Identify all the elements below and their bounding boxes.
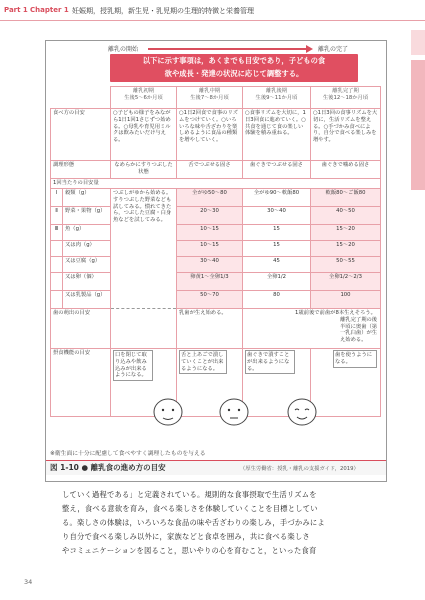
egg-middle: 卵黄1～全卵1/3 xyxy=(177,273,243,291)
teeth-late-complete xyxy=(243,309,381,349)
running-title: 妊娠期，授乳期，新生児・乳児期の生理的特徴と栄養管理 xyxy=(72,7,254,15)
figure-footnote: ※衛生面に十分に配慮して食べやすく調理したものを与える xyxy=(50,451,206,457)
item-num-2: Ⅱ xyxy=(51,207,63,225)
meat-late: 15 xyxy=(243,241,311,257)
meat-complete: 15～20 xyxy=(311,241,381,257)
item-num-1: Ⅰ xyxy=(51,189,63,207)
eating-late: ○食事リズムを大切に，1日3回食に進めていく。○共食を通じて食の楽しい体験を積み重ねる。 xyxy=(243,109,311,161)
item-grain: 穀類（g） xyxy=(63,189,111,207)
veg-complete: 40～50 xyxy=(311,207,381,225)
note-line-1: 以下に示す事項は，あくまでも目安であり，子どもの食 xyxy=(142,56,326,65)
eating-middle: ○1日2回食で食事のリズムをつけていく。○いろいろな味や舌ざわりを楽しめるように食品の種類を増やしていく。 xyxy=(177,109,243,161)
form-initial: なめらかにすりつぶした状態 xyxy=(111,161,177,179)
tofu-late: 45 xyxy=(243,257,311,273)
item-egg: 又は卵（個） xyxy=(63,273,111,291)
row-label-eating: 食べ方の目安 xyxy=(51,109,111,161)
form-complete: 歯ぐきで噛める固さ xyxy=(311,161,381,179)
guideline-note xyxy=(110,54,358,82)
grain-complete: 軟飯80～ご飯80 xyxy=(311,189,381,207)
item-dairy: 又は乳製品（g） xyxy=(63,291,111,309)
body-line-3: る。楽しさの体験は，いろいろな食品の味や舌ざわりの楽しみ，手づかみによ xyxy=(62,518,325,527)
veg-late: 30～40 xyxy=(243,207,311,225)
eating-complete: ○1日3回の食事リズムを大切に，生活リズムを整える。○手づかみ食べにより，自分で食べる楽しみを増やす。 xyxy=(311,109,381,161)
item-num-3: Ⅲ xyxy=(51,225,63,241)
function-complete xyxy=(311,349,381,417)
chapter-label: Chapter 1 xyxy=(30,6,69,14)
fish-middle: 10～15 xyxy=(177,225,243,241)
figure-caption: 図 1-10 ● 離乳食の進め方の目安 xyxy=(50,463,166,472)
body-line-1: していく過程である」と定義されている。規則的な食事摂取で生活リズムを xyxy=(62,490,317,499)
item-meat: 又は肉（g） xyxy=(63,241,111,257)
item-fish: 魚（g） xyxy=(63,225,111,241)
side-tab xyxy=(411,60,425,190)
function-complete-text: 歯を使うようになる。 xyxy=(333,350,377,368)
body-line-4: り自分で食べる楽しみ以外に，家族などと食卓を囲み，共に食べる楽しさ xyxy=(62,532,310,541)
stage-late: 離乳後期 生後9～11か月頃 xyxy=(243,87,311,109)
weaning-start-label: 離乳の開始 xyxy=(108,46,139,53)
function-middle-text: 舌と上あごで潰していくことが出来るようになる。 xyxy=(179,350,227,374)
header-rule xyxy=(0,20,425,21)
item-vegetable: 野菜・果物（g） xyxy=(63,207,111,225)
fish-complete: 15～20 xyxy=(311,225,381,241)
egg-complete: 全卵1/2～2/3 xyxy=(311,273,381,291)
item-num-5 xyxy=(51,257,63,273)
meat-middle: 10～15 xyxy=(177,241,243,257)
part-label: Part 1 xyxy=(4,6,28,14)
figure-source: （厚生労働省：授乳・離乳の支援ガイド，2019） xyxy=(240,466,359,472)
stage-initial: 離乳初期 生後5～6か月頃 xyxy=(111,87,177,109)
tofu-middle: 30～40 xyxy=(177,257,243,273)
progress-arrow xyxy=(148,48,308,50)
tofu-complete: 50～55 xyxy=(311,257,381,273)
page-number: 34 xyxy=(24,578,33,586)
progress-arrowhead xyxy=(306,45,313,53)
initial-amount-note: つぶしがゆから始める。すりつぶした野菜なども試してみる。慣れてきたら，つぶした豆腐・白身魚などを試してみる。 xyxy=(111,189,177,309)
fish-late: 15 xyxy=(243,225,311,241)
egg-late: 全卵1/2 xyxy=(243,273,311,291)
weaning-end-label: 離乳の完了 xyxy=(318,46,349,53)
function-late-text: 歯ぐきで潰すことが出来るようになる。 xyxy=(245,350,295,374)
grain-late: 全がゆ90～軟飯80 xyxy=(243,189,311,207)
dairy-complete: 100 xyxy=(311,291,381,309)
row-label-function: 摂食機能の目安 xyxy=(51,349,111,417)
form-late: 歯ぐきでつぶせる固さ xyxy=(243,161,311,179)
stage-complete: 離乳完了期 生後12～18か月頃 xyxy=(311,87,381,109)
eating-initial: ○子どもの様子をみながら1日1回1さじずつ始める。○母乳や育児用ミルクは飲みたいだけ与える。 xyxy=(111,109,177,161)
teeth-note-2: 離乳完了期の後半頃に奥歯（第一乳臼歯）が生え始める。 xyxy=(340,316,378,344)
row-label-form: 調理形態 xyxy=(51,161,111,179)
grain-middle: 全がゆ50～80 xyxy=(177,189,243,207)
item-num-7 xyxy=(51,291,63,309)
function-initial-text: 口を閉じて取り込みや飲み込みが出来るようになる。 xyxy=(113,350,153,381)
body-line-5: やコミュニケーションを図ること，思いやりの心を育むこと，といった食育 xyxy=(62,546,317,555)
veg-middle: 20～30 xyxy=(177,207,243,225)
baby-face-illustration xyxy=(216,392,252,428)
side-tab-light xyxy=(411,30,425,55)
item-num-4 xyxy=(51,241,63,257)
body-line-2: 整え，食べる意欲を育み，食べる楽しさを体験していくことを目標としてい xyxy=(62,504,318,513)
baby-face-illustration xyxy=(150,392,186,428)
dairy-middle: 50～70 xyxy=(177,291,243,309)
form-middle: 舌でつぶせる固さ xyxy=(177,161,243,179)
row-label-amount: 1回当たりの目安量 xyxy=(51,179,381,189)
item-tofu: 又は豆腐（g） xyxy=(63,257,111,273)
teeth-note-1: 1歳前後で前歯が8本生えそろう。 xyxy=(295,310,376,316)
item-num-6 xyxy=(51,273,63,291)
stage-middle: 離乳中期 生後7～8か月頃 xyxy=(177,87,243,109)
note-line-2: 欲や成長・発達の状況に応じて調整する。 xyxy=(164,69,304,78)
dairy-late: 80 xyxy=(243,291,311,309)
baby-face-illustration xyxy=(284,392,320,428)
teeth-middle: 乳歯が生え始める。 xyxy=(177,309,243,349)
weaning-table xyxy=(50,86,381,417)
row-label-teeth: 歯の萌出の目安 xyxy=(51,309,111,349)
